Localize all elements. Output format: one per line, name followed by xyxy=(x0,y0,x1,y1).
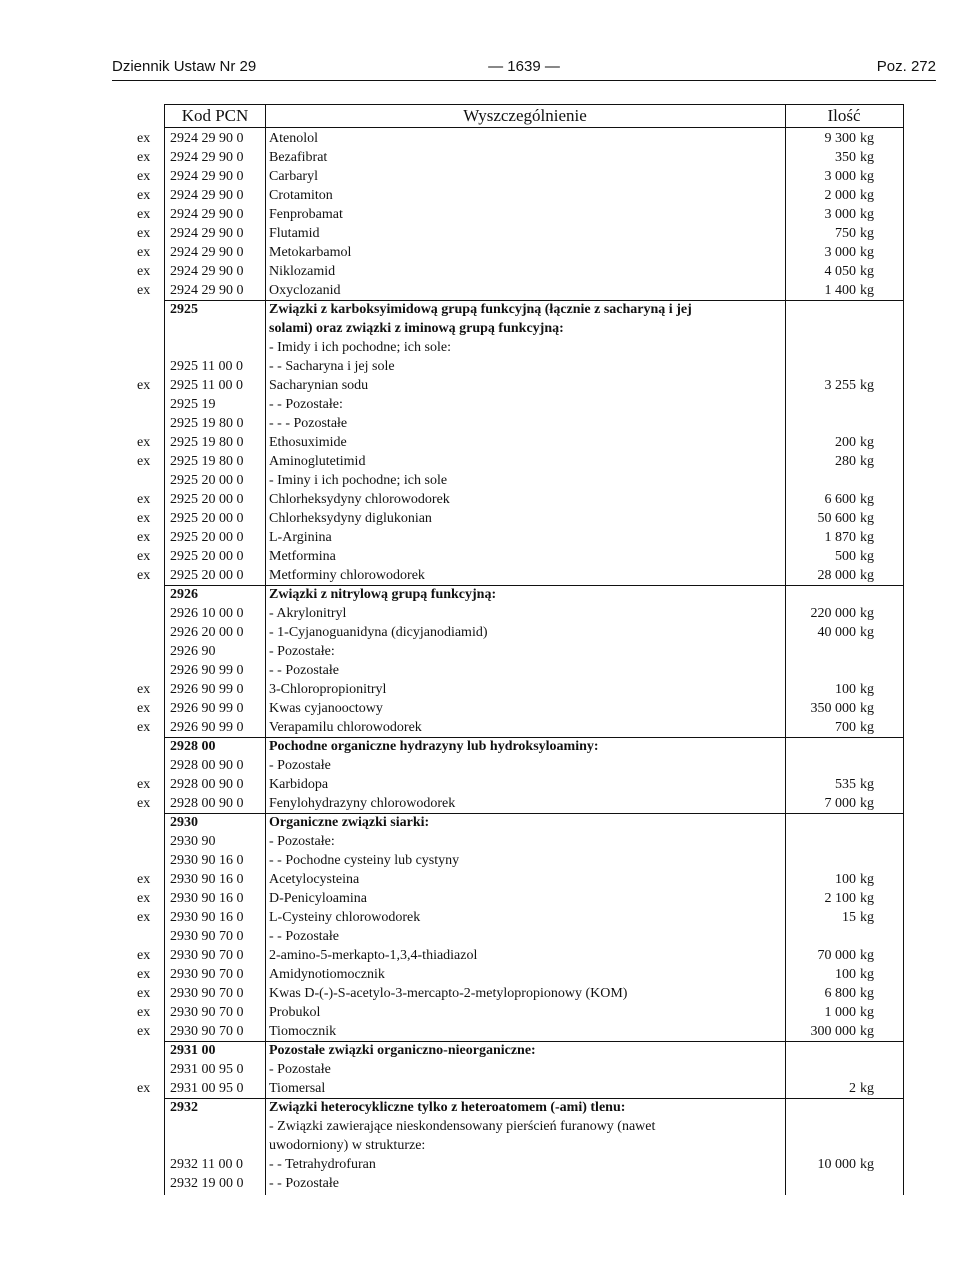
unit-cell: kg xyxy=(860,606,874,621)
kod-cell: 2925 20 00 0 xyxy=(170,511,244,526)
kod-cell: 2932 11 00 0 xyxy=(170,1157,243,1172)
ex-marker: ex xyxy=(137,530,151,545)
desc-cell: Związki z nitrylową grupą funkcyjną: xyxy=(269,587,497,602)
kod-cell: 2925 20 00 0 xyxy=(170,530,244,545)
unit-cell: kg xyxy=(860,910,874,925)
desc-cell: Pochodne organiczne hydrazyny lub hydroksyloaminy: xyxy=(269,739,599,754)
table-row xyxy=(165,642,903,661)
qty-cell: 2 000 xyxy=(824,188,856,203)
desc-cell: uwodorniony) w strukturze: xyxy=(269,1138,426,1153)
ex-marker: ex xyxy=(137,1081,151,1096)
desc-cell: Karbidopa xyxy=(269,777,329,792)
qty-cell: 6 600 xyxy=(824,492,856,507)
qty-cell: 3 000 xyxy=(824,207,856,222)
unit-cell: kg xyxy=(860,625,874,640)
position-number: Poz. 272 xyxy=(876,58,936,75)
kod-cell: 2930 90 xyxy=(170,834,216,849)
qty-cell: 280 xyxy=(835,454,856,469)
table-row xyxy=(165,471,903,490)
qty-cell: 2 100 xyxy=(824,891,856,906)
header-desc: Wyszczególnienie xyxy=(463,106,587,125)
qty-cell: 6 800 xyxy=(824,986,856,1001)
table-row xyxy=(165,1041,903,1060)
unit-cell: kg xyxy=(860,169,874,184)
desc-cell: - Pozostałe xyxy=(269,1062,331,1077)
desc-cell: Bezafibrat xyxy=(269,150,328,165)
kod-cell: 2928 00 90 0 xyxy=(170,758,244,773)
ex-marker: ex xyxy=(137,1005,151,1020)
desc-cell: - - Tetrahydrofuran xyxy=(269,1157,376,1172)
ex-marker: ex xyxy=(137,264,151,279)
unit-cell: kg xyxy=(860,720,874,735)
kod-cell: 2925 xyxy=(170,302,198,317)
desc-cell: Organiczne związki siarki: xyxy=(269,815,430,830)
desc-cell: D-Penicyloamina xyxy=(269,891,367,906)
table-row xyxy=(165,813,903,832)
table-row xyxy=(165,1098,903,1117)
table-row xyxy=(137,262,903,281)
kod-cell: 2926 xyxy=(170,587,198,602)
qty-cell: 100 xyxy=(835,967,856,982)
ex-marker: ex xyxy=(137,549,151,564)
table-row xyxy=(137,1079,903,1099)
desc-cell: L-Arginina xyxy=(269,530,332,545)
table-row xyxy=(137,376,903,395)
kod-cell: 2931 00 95 0 xyxy=(170,1081,244,1096)
table-row xyxy=(137,889,903,908)
desc-cell: Flutamid xyxy=(269,226,320,241)
table-row xyxy=(137,243,903,262)
unit-cell: kg xyxy=(860,872,874,887)
unit-cell: kg xyxy=(860,150,874,165)
kod-cell: 2930 90 70 0 xyxy=(170,967,244,982)
kod-cell: 2925 19 80 0 xyxy=(170,454,244,469)
table-row xyxy=(165,338,903,357)
desc-cell: - - Pochodne cysteiny lub cystyny xyxy=(269,853,460,868)
qty-cell: 220 000 xyxy=(810,606,856,621)
unit-cell: kg xyxy=(860,967,874,982)
kod-cell: 2926 90 99 0 xyxy=(170,701,244,716)
table-row xyxy=(137,775,903,794)
table-row xyxy=(137,1003,903,1022)
header-rule xyxy=(112,80,936,81)
table-row xyxy=(137,205,903,224)
ex-marker: ex xyxy=(137,454,151,469)
unit-cell: kg xyxy=(860,207,874,222)
table-row xyxy=(165,851,903,870)
qty-cell: 50 600 xyxy=(817,511,856,526)
kod-cell: 2928 00 90 0 xyxy=(170,796,244,811)
unit-cell: kg xyxy=(860,1157,874,1172)
desc-cell: Crotamiton xyxy=(269,188,333,203)
kod-cell: 2924 29 90 0 xyxy=(170,226,244,241)
qty-cell: 300 000 xyxy=(810,1024,856,1039)
kod-cell: 2928 00 xyxy=(170,739,216,754)
desc-cell: Metokarbamol xyxy=(269,245,352,260)
table-row xyxy=(137,281,903,301)
desc-cell: - - Pozostałe: xyxy=(269,397,343,412)
qty-cell: 3 255 xyxy=(824,378,856,393)
desc-cell: Aminoglutetimid xyxy=(269,454,366,469)
table-row xyxy=(165,300,903,319)
table-row xyxy=(165,585,903,604)
qty-cell: 4 050 xyxy=(824,264,856,279)
table-row xyxy=(137,528,903,547)
desc-cell: - - Pozostałe xyxy=(269,663,339,678)
table-row xyxy=(165,661,903,680)
table-row xyxy=(165,414,903,433)
kod-cell: 2930 xyxy=(170,815,198,830)
unit-cell: kg xyxy=(860,777,874,792)
kod-cell: 2924 29 90 0 xyxy=(170,150,244,165)
unit-cell: kg xyxy=(860,1024,874,1039)
desc-cell: Fenylohydrazyny chlorowodorek xyxy=(269,796,456,811)
kod-cell: 2926 20 00 0 xyxy=(170,625,244,640)
kod-cell: 2932 19 00 0 xyxy=(170,1176,244,1191)
unit-cell: kg xyxy=(860,568,874,583)
kod-cell: 2926 10 00 0 xyxy=(170,606,244,621)
qty-cell: 2 xyxy=(849,1081,856,1096)
desc-cell: Chlorheksydyny chlorowodorek xyxy=(269,492,450,507)
desc-cell: - 1-Cyjanoguanidyna (dicyjanodiamid) xyxy=(269,625,488,640)
qty-cell: 200 xyxy=(835,435,856,450)
kod-cell: 2926 90 99 0 xyxy=(170,663,244,678)
qty-cell: 100 xyxy=(835,682,856,697)
desc-cell: Kwas cyjanooctowy xyxy=(269,701,383,716)
ex-marker: ex xyxy=(137,967,151,982)
qty-cell: 40 000 xyxy=(817,625,856,640)
ex-marker: ex xyxy=(137,511,151,526)
unit-cell: kg xyxy=(860,188,874,203)
page-header xyxy=(112,58,936,78)
table-row xyxy=(137,186,903,205)
desc-cell: Fenprobamat xyxy=(269,207,343,222)
qty-cell: 350 000 xyxy=(810,701,856,716)
table-row xyxy=(137,1022,903,1042)
unit-cell: kg xyxy=(860,245,874,260)
kod-cell: 2930 90 70 0 xyxy=(170,1024,244,1039)
desc-cell: Verapamilu chlorowodorek xyxy=(269,720,422,735)
kod-cell: 2928 00 90 0 xyxy=(170,777,244,792)
ex-marker: ex xyxy=(137,986,151,1001)
table-row xyxy=(137,490,903,509)
qty-cell: 70 000 xyxy=(817,948,856,963)
ex-marker: ex xyxy=(137,131,151,146)
desc-cell: Niklozamid xyxy=(269,264,336,279)
kod-cell: 2931 00 xyxy=(170,1043,216,1058)
kod-cell: 2930 90 70 0 xyxy=(170,929,244,944)
kod-cell: 2925 11 00 0 xyxy=(170,378,243,393)
qty-cell: 1 400 xyxy=(824,283,856,298)
table-row xyxy=(137,167,903,186)
unit-cell: kg xyxy=(860,986,874,1001)
unit-cell: kg xyxy=(860,796,874,811)
desc-cell: - Akrylonitryl xyxy=(269,606,347,621)
table-row xyxy=(137,433,903,452)
table-row xyxy=(137,965,903,984)
kod-cell: 2925 20 00 0 xyxy=(170,473,244,488)
desc-cell: - Pozostałe: xyxy=(269,644,335,659)
table-row xyxy=(165,737,903,756)
qty-cell: 7 000 xyxy=(824,796,856,811)
desc-cell: Tiomocznik xyxy=(269,1024,337,1039)
table-row xyxy=(137,547,903,566)
desc-cell: Amidynotiomocznik xyxy=(269,967,385,982)
unit-cell: kg xyxy=(860,1081,874,1096)
unit-cell: kg xyxy=(860,891,874,906)
table-header-row xyxy=(165,105,903,128)
table-row xyxy=(137,680,903,699)
ex-marker: ex xyxy=(137,568,151,583)
kod-cell: 2932 xyxy=(170,1100,198,1115)
ex-marker: ex xyxy=(137,777,151,792)
kod-cell: 2924 29 90 0 xyxy=(170,131,244,146)
unit-cell: kg xyxy=(860,530,874,545)
unit-cell: kg xyxy=(860,492,874,507)
desc-cell: Ethosuximide xyxy=(269,435,347,450)
kod-cell: 2926 90 99 0 xyxy=(170,682,244,697)
desc-cell: Tiomersal xyxy=(269,1081,326,1096)
qty-cell: 9 300 xyxy=(824,131,856,146)
table-row xyxy=(137,699,903,718)
unit-cell: kg xyxy=(860,131,874,146)
qty-cell: 350 xyxy=(835,150,856,165)
table-row xyxy=(165,623,903,642)
desc-cell: - Związki zawierające nieskondensowany pierścień furanowy (nawet xyxy=(269,1119,656,1134)
kod-cell: 2926 90 99 0 xyxy=(170,720,244,735)
desc-cell: Związki heterocykliczne tylko z heteroatomem (-ami) tlenu: xyxy=(269,1100,626,1115)
qty-cell: 3 000 xyxy=(824,169,856,184)
desc-cell: - - Pozostałe xyxy=(269,929,339,944)
table-row xyxy=(137,509,903,528)
table-row xyxy=(165,1136,903,1155)
kod-cell: 2930 90 70 0 xyxy=(170,986,244,1001)
desc-cell: - Pozostałe xyxy=(269,758,331,773)
table-row xyxy=(165,832,903,851)
table-row xyxy=(165,604,903,623)
unit-cell: kg xyxy=(860,948,874,963)
ex-marker: ex xyxy=(137,682,151,697)
qty-cell: 15 xyxy=(842,910,856,925)
table-row xyxy=(137,984,903,1003)
kod-cell: 2930 90 70 0 xyxy=(170,1005,244,1020)
kod-cell: 2925 20 00 0 xyxy=(170,492,244,507)
ex-marker: ex xyxy=(137,245,151,260)
qty-cell: 1 000 xyxy=(824,1005,856,1020)
header-kod: Kod PCN xyxy=(181,106,249,125)
table-row xyxy=(137,224,903,243)
desc-cell: Metformina xyxy=(269,549,336,564)
kod-cell: 2924 29 90 0 xyxy=(170,169,244,184)
qty-cell: 10 000 xyxy=(817,1157,856,1172)
table-row xyxy=(165,357,903,376)
unit-cell: kg xyxy=(860,701,874,716)
table-row xyxy=(165,1174,903,1193)
desc-cell: - Iminy i ich pochodne; ich sole xyxy=(269,473,448,488)
table-row xyxy=(137,148,903,167)
unit-cell: kg xyxy=(860,226,874,241)
desc-cell: Kwas D-(-)-S-acetylo-3-mercapto-2-metylopropionowy (KOM) xyxy=(269,986,628,1001)
kod-cell: 2926 90 xyxy=(170,644,216,659)
qty-cell: 500 xyxy=(835,549,856,564)
table-row xyxy=(137,870,903,889)
qty-cell: 3 000 xyxy=(824,245,856,260)
kod-cell: 2925 19 80 0 xyxy=(170,416,244,431)
kod-cell: 2925 19 xyxy=(170,397,216,412)
desc-cell: 3-Chloropropionitryl xyxy=(269,682,387,697)
qty-cell: 535 xyxy=(835,777,856,792)
desc-cell: Chlorheksydyny diglukonian xyxy=(269,511,432,526)
table-row xyxy=(165,319,903,338)
table-row xyxy=(137,794,903,814)
header-qty: Ilość xyxy=(827,106,861,125)
table-row xyxy=(165,927,903,946)
kod-cell: 2925 19 80 0 xyxy=(170,435,244,450)
unit-cell: kg xyxy=(860,454,874,469)
kod-cell: 2930 90 16 0 xyxy=(170,891,244,906)
ex-marker: ex xyxy=(137,910,151,925)
table-row xyxy=(137,452,903,471)
unit-cell: kg xyxy=(860,435,874,450)
ex-marker: ex xyxy=(137,283,151,298)
kod-cell: 2925 20 00 0 xyxy=(170,568,244,583)
ex-marker: ex xyxy=(137,1024,151,1039)
kod-cell: 2924 29 90 0 xyxy=(170,283,244,298)
ex-marker: ex xyxy=(137,435,151,450)
desc-cell: L-Cysteiny chlorowodorek xyxy=(269,910,421,925)
unit-cell: kg xyxy=(860,283,874,298)
ex-marker: ex xyxy=(137,492,151,507)
kod-cell: 2925 20 00 0 xyxy=(170,549,244,564)
pcn-table xyxy=(137,104,904,1195)
table-row xyxy=(165,395,903,414)
kod-cell: 2924 29 90 0 xyxy=(170,188,244,203)
ex-marker: ex xyxy=(137,720,151,735)
kod-cell: 2930 90 16 0 xyxy=(170,872,244,887)
desc-cell: Probukol xyxy=(269,1005,321,1020)
desc-cell: Acetylocysteina xyxy=(269,872,360,887)
table-row xyxy=(165,756,903,775)
ex-marker: ex xyxy=(137,150,151,165)
ex-marker: ex xyxy=(137,207,151,222)
ex-marker: ex xyxy=(137,169,151,184)
desc-cell: Atenolol xyxy=(269,131,318,146)
desc-cell: - - Sacharyna i jej sole xyxy=(269,359,395,374)
qty-cell: 750 xyxy=(835,226,856,241)
table-row xyxy=(137,129,903,148)
unit-cell: kg xyxy=(860,511,874,526)
kod-cell: 2930 90 16 0 xyxy=(170,853,244,868)
ex-marker: ex xyxy=(137,891,151,906)
table-row xyxy=(165,1155,903,1174)
table-row xyxy=(165,1060,903,1079)
desc-cell: - - Pozostałe xyxy=(269,1176,339,1191)
unit-cell: kg xyxy=(860,264,874,279)
ex-marker: ex xyxy=(137,378,151,393)
qty-cell: 28 000 xyxy=(817,568,856,583)
kod-cell: 2925 11 00 0 xyxy=(170,359,243,374)
kod-cell: 2924 29 90 0 xyxy=(170,245,244,260)
kod-cell: 2930 90 16 0 xyxy=(170,910,244,925)
table-row xyxy=(137,566,903,586)
desc-cell: Sacharynian sodu xyxy=(269,378,369,393)
page-number: — 1639 — xyxy=(488,58,560,75)
desc-cell: solami) oraz związki z iminową grupą funkcyjną: xyxy=(269,321,564,336)
qty-cell: 100 xyxy=(835,872,856,887)
unit-cell: kg xyxy=(860,682,874,697)
kod-cell: 2924 29 90 0 xyxy=(170,207,244,222)
desc-cell: Pozostałe związki organiczno-nieorganiczne: xyxy=(269,1043,536,1058)
ex-marker: ex xyxy=(137,872,151,887)
desc-cell: Metforminy chlorowodorek xyxy=(269,568,425,583)
table-row xyxy=(137,908,903,927)
desc-cell: 2-amino-5-merkapto-1,3,4-thiadiazol xyxy=(269,948,478,963)
qty-cell: 700 xyxy=(835,720,856,735)
kod-cell: 2931 00 95 0 xyxy=(170,1062,244,1077)
kod-cell: 2930 90 70 0 xyxy=(170,948,244,963)
table-row xyxy=(137,946,903,965)
ex-marker: ex xyxy=(137,188,151,203)
desc-cell: Oxyclozanid xyxy=(269,283,341,298)
journal-name: Dziennik Ustaw Nr 29 xyxy=(112,58,257,75)
ex-marker: ex xyxy=(137,796,151,811)
desc-cell: Carbaryl xyxy=(269,169,318,184)
desc-cell: - Pozostałe: xyxy=(269,834,335,849)
desc-cell: - Imidy i ich pochodne; ich sole: xyxy=(269,340,451,355)
ex-marker: ex xyxy=(137,701,151,716)
unit-cell: kg xyxy=(860,1005,874,1020)
unit-cell: kg xyxy=(860,549,874,564)
desc-cell: - - - Pozostałe xyxy=(269,416,348,431)
ex-marker: ex xyxy=(137,226,151,241)
table-row xyxy=(137,718,903,738)
ex-marker: ex xyxy=(137,948,151,963)
qty-cell: 1 870 xyxy=(824,530,856,545)
kod-cell: 2924 29 90 0 xyxy=(170,264,244,279)
desc-cell: Związki z karboksyimidową grupą funkcyjną (łącznie z sacharyną i jej xyxy=(269,302,692,317)
table-row xyxy=(165,1117,903,1136)
unit-cell: kg xyxy=(860,378,874,393)
